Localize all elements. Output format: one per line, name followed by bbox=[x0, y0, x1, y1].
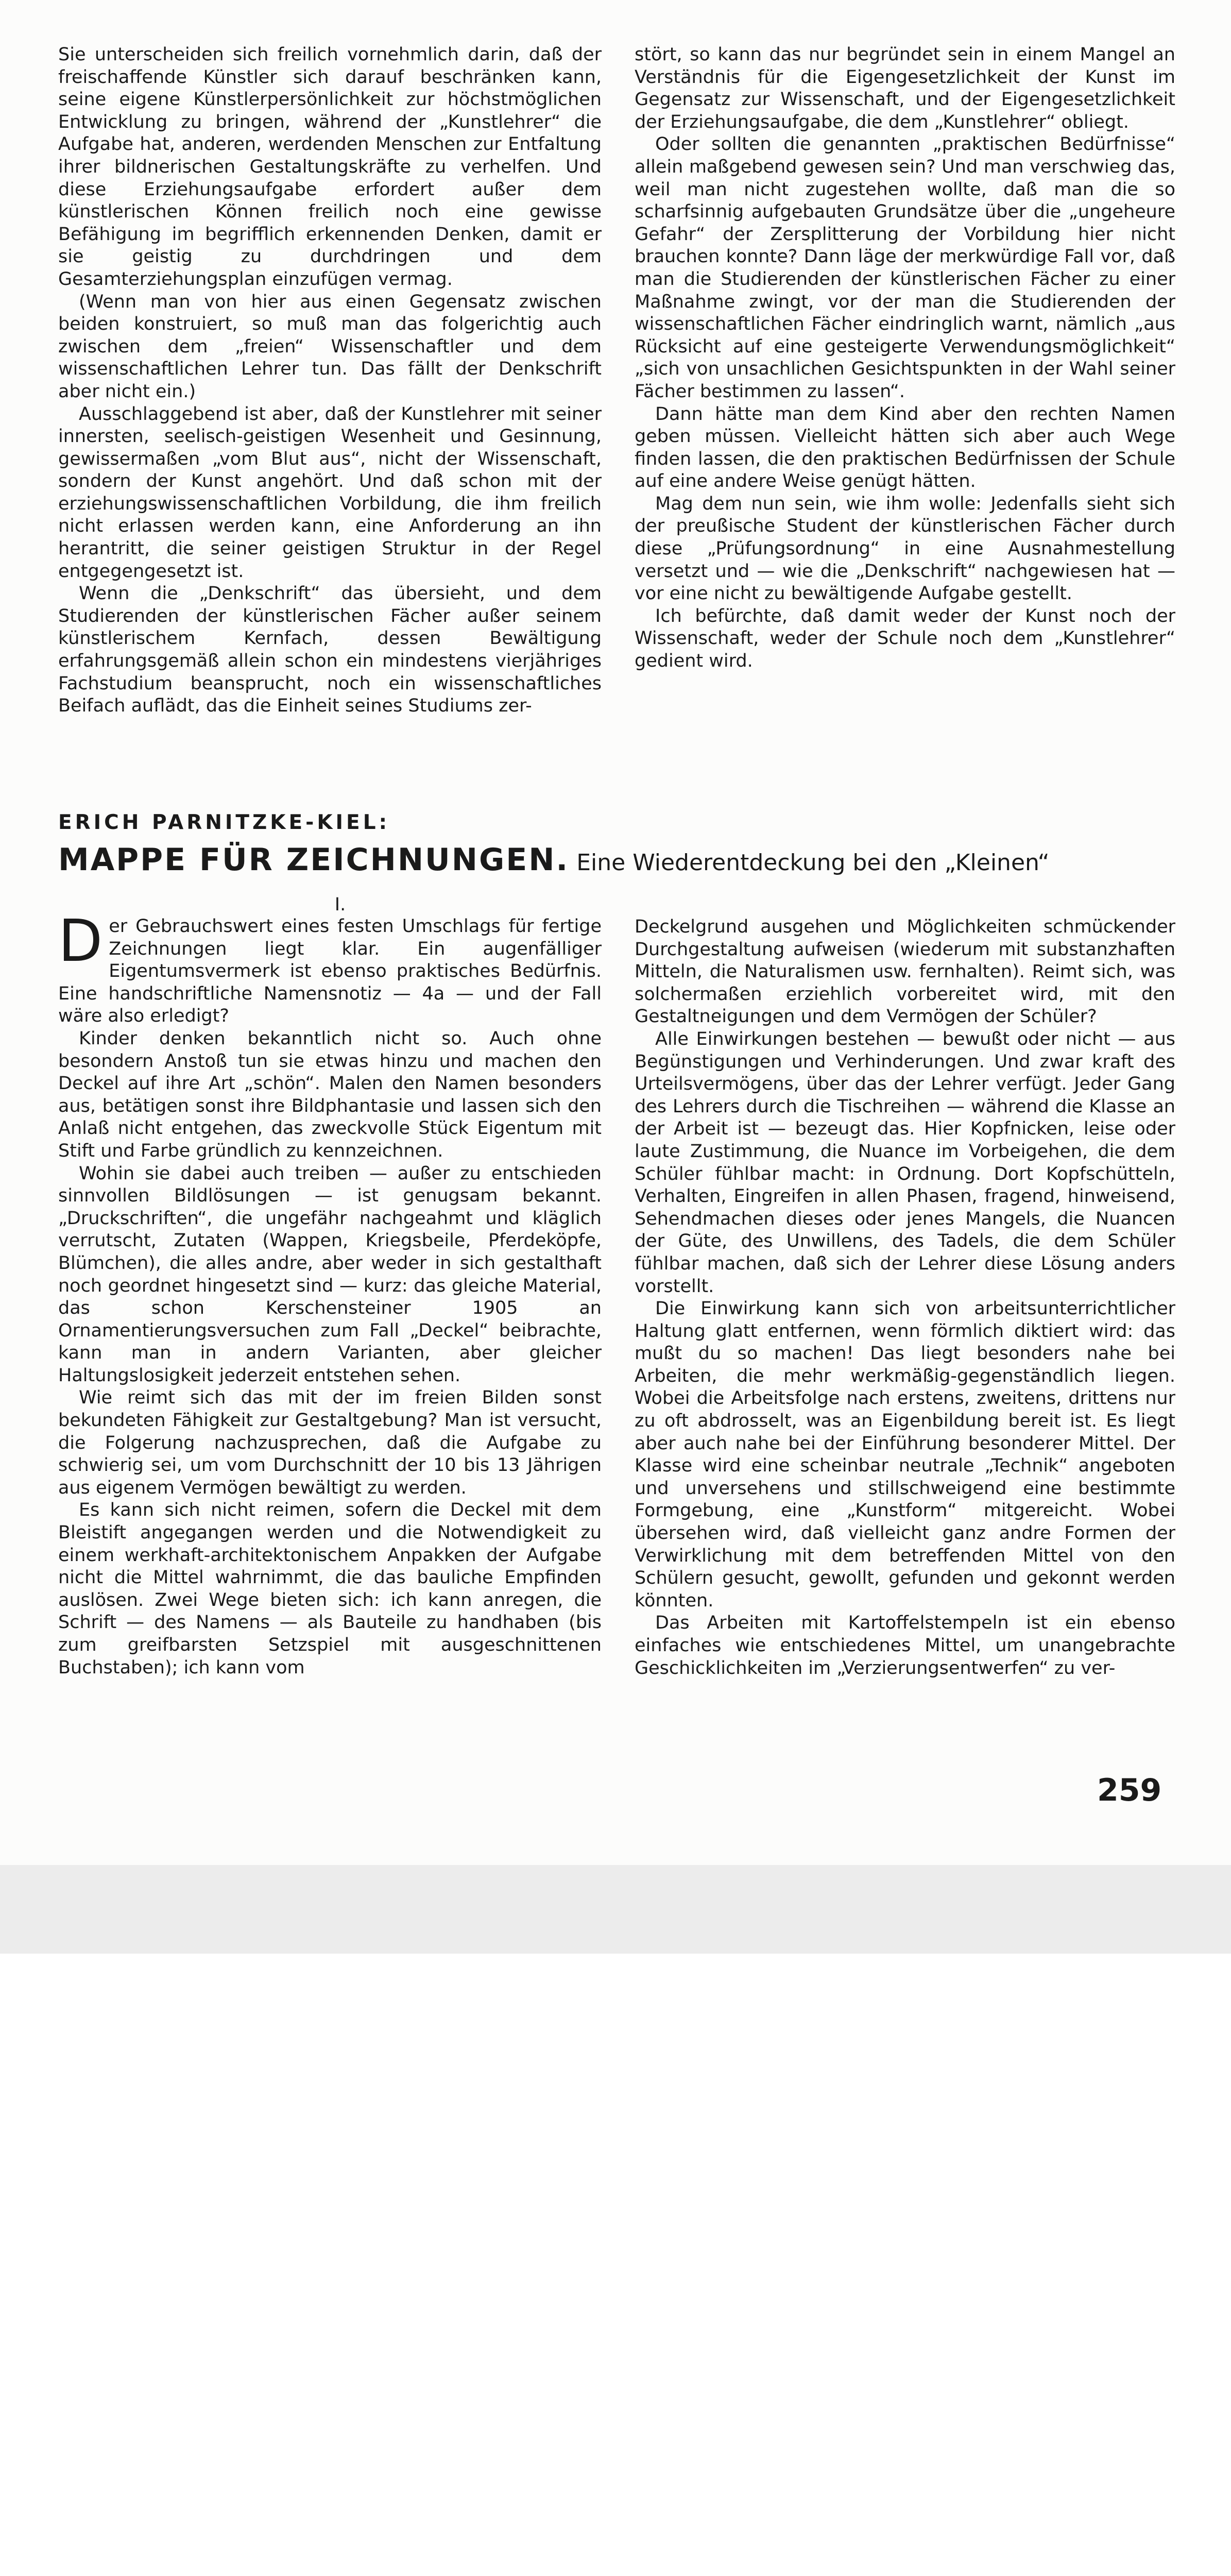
viewer-footer bbox=[0, 1865, 1231, 1954]
article-title bbox=[58, 842, 1176, 878]
opening-paragraph-text: er Gebrauchswert eines festen Umschlags für fertige Zeichnungen liegt klar. Ein augenfälliger Eigentumsvermerk ist ebenso praktisches Bedürfnis. Eine handschriftliche Namensnotiz — 4a — und der Fall wäre also erledigt? bbox=[58, 916, 602, 1027]
article-title-main: MAPPE FÜR ZEICHNUNGEN. bbox=[58, 842, 570, 878]
paragraph: Wohin sie dabei auch treiben — außer zu entschieden sinnvollen Bildlösungen — ist genugsam bekannt. „Druckschriften“, die ungefähr nachgeahmt und kläglich verrutscht, Zutaten (Wappen, Kriegsbeile, Pferdeköpfe, Blümchen), die alles andre, aber weder in sich gestalthaft noch geordnet hingesetzt sind — kurz: das gleiche Material, das schon Kerschensteiner 1905 an Ornamentierungsversuchen zum Fall „Deckel“ beibrachte, kann man in andern Varianten, aber gleicher Haltungslosigkeit jederzeit entstehen sehen. bbox=[58, 1163, 602, 1386]
paragraph: Die Einwirkung kann sich von arbeitsunterrichtlicher Haltung glatt entfernen, wenn förmlich diktiert wird: das mußt du so machen! Das liegt besonders nahe bei Arbeiten, die mehr werkmäßig-gegenständlich liegen. Wobei die Arbeitsfolge nach erstens, zweitens, drittens nur zu oft abdrosselt, was an Eigenbildung bereit ist. Es liegt aber auch nahe bei der Einführung besonderer Mittel. Der Klasse wird eine scheinbar neutrale „Technik“ angeboten und unversehens und stillschweigend eine bestimmte Formgebung, eine „Kunstform“ mitgereicht. Wobei übersehen wird, daß vielleicht ganz andre Formen der Verwirklichung mit dem betreffenden Mittel von den Schülern gesucht, gewollt, gefunden und gekonnt werden könnten. bbox=[635, 1298, 1175, 1611]
paragraph: Ausschlaggebend ist aber, daß der Kunstlehrer mit seiner innersten, seelisch-geistigen Wesenheit und Gesinnung, gewissermaßen „vom Blut aus“, nicht der Wissenschaft, sondern der Kunst angehört. Und daß schon mit der erziehungswissenschaftlichen Vorbildung, die ihm freilich nicht erlassen werden kann, eine Anforderung an ihn herantritt, die seiner geistigen Struktur in der Regel entgegengesetzt ist. bbox=[58, 403, 602, 582]
paragraph: Wenn die „Denkschrift“ das übersieht, und dem Studierenden der künstlerischen Fächer außer seinem künstlerischem Kernfach, dessen Bewältigung erfahrungsgemäß allein schon ein mindestens vierjähriges Fachstudium beansprucht, noch ein wissenschaftliches Beifach auflädt, das die Einheit seines Studiums zer- bbox=[58, 583, 602, 717]
paragraph: (Wenn man von hier aus einen Gegensatz zwischen beiden konstruiert, so muß man das folgerichtig auch zwischen dem „freien“ Wissenschaftler und dem wissenschaftlichen Lehrer tun. Das fällt der Denkschrift aber nicht ein.) bbox=[58, 291, 602, 402]
continued-article-right-column bbox=[635, 44, 1175, 673]
drop-cap: D bbox=[58, 908, 103, 975]
opening-paragraph bbox=[58, 908, 602, 1028]
paragraph: stört, so kann das nur begründet sein in einem Mangel an Verständnis für die Eigengesetzlichkeit der Kunst im Gegensatz zur Wissenschaft, und der Eigengesetzlichkeit der Erziehungsaufgabe, die dem „Kunstlehrer“ obliegt. bbox=[635, 44, 1175, 132]
section-number: I. bbox=[334, 894, 346, 915]
paragraph: Oder sollten die genannten „praktischen Bedürfnisse“ allein maßgebend gewesen sein? Und man verschwieg das, weil man nicht zugestehen wollte, daß man die so scharfsinnig aufgebauten Grundsätze über die „ungeheure Gefahr“ der Zersplitterung der Vorbildung hier nicht brauchen konnte? Dann läge der merkwürdige Fall vor, daß man die Studierenden der künstlerischen Fächer zu einer Maßnahme zwingt, vor der man die Studierenden der wissenschaftlichen Fächer eindringlich warnt, nämlich „aus Rücksicht auf eine gesteigerte Verwendungsmöglichkeit“ „sich von unsachlichen Gesichtspunkten in der Wahl seiner Fächer bestimmen zu lassen“. bbox=[635, 134, 1175, 402]
paragraph: Wie reimt sich das mit der im freien Bilden sonst bekundeten Fähigkeit zur Gestaltgebung? Man ist versucht, die Folgerung nachzusprechen, daß die Aufgabe zu schwierig sei, um vom Durchschnitt der 10 bis 13 Jährigen aus eigenem Vermögen bewältigt zu werden. bbox=[58, 1387, 602, 1498]
article-author: ERICH PARNITZKE-KIEL: bbox=[58, 811, 390, 834]
paragraph: Dann hätte man dem Kind aber den rechten Namen geben müssen. Vielleicht hätten sich aber auch Wege finden lassen, die den praktischen Bedürfnissen der Schule auf eine andere Weise genügt hätten. bbox=[635, 403, 1175, 492]
continued-article-left-column bbox=[58, 44, 602, 718]
new-article-left-column bbox=[58, 894, 602, 1679]
paragraph: Es kann sich nicht reimen, sofern die Deckel mit dem Bleistift angegangen werden und die Notwendigkeit zu einem werkhaft-architektonischem Anpakken der Aufgabe nicht die Mittel wahrnimmt, die das bauliche Empfinden auslösen. Zwei Wege bieten sich: ich kann anregen, die Schrift — des Namens — als Bauteile zu handhaben (bis zum greifbarsten Setzspiel mit ausgeschnittenen Buchstaben); ich kann vom bbox=[58, 1500, 602, 1678]
paragraph: Ich befürchte, daß damit weder der Kunst noch der Wissenschaft, weder der Schule noch dem „Kunstlehrer“ gedient wird. bbox=[635, 605, 1175, 672]
paragraph: Mag dem nun sein, wie ihm wolle: Jedenfalls sieht sich der preußische Student der künstlerischen Fächer durch diese „Prüfungsordnung“ in eine Ausnahmestellung versetzt und — wie die „Denkschrift“ nachgewiesen hat — vor eine nicht zu bewältigende Aufgabe gestellt. bbox=[635, 493, 1175, 604]
paragraph: Sie unterscheiden sich freilich vornehmlich darin, daß der freischaffende Künstler sich darauf beschränken kann, seine eigene Künstlerpersönlichkeit zur höchstmöglichen Entwicklung zu bringen, während der „Kunstlehrer“ die Aufgabe hat, anderen, werdenden Menschen zur Entfaltung ihrer bildnerischen Gestaltungskräfte zu verhelfen. Und diese Erziehungsaufgabe erfordert außer dem künstlerischen Können freilich noch eine gewisse Befähigung im begrifflich erkennenden Denken, damit er sie geistig zu durchdringen und dem Gesamterziehungsplan einzufügen vermag. bbox=[58, 44, 602, 290]
paragraph: Deckelgrund ausgehen und Möglichkeiten schmückender Durchgestaltung aufweisen (wiederum mit substanzhaften Mitteln, die Naturalismen usw. fernhalten). Reimt sich, was solchermaßen erziehlich vorbereitet wird, mit den Gestaltneigungen und dem Vermögen der Schüler? bbox=[635, 917, 1175, 1027]
paragraph: Das Arbeiten mit Kartoffelstempeln ist ein ebenso einfaches wie entschiedenes Mittel, um unangebrachte Geschicklichkeiten im „Verzierungsentwerfen“ zu ver- bbox=[635, 1613, 1175, 1679]
article-subtitle: Eine Wiederentdeckung bei den „Kleinen“ bbox=[576, 850, 1050, 876]
paragraph: Alle Einwirkungen bestehen — bewußt oder nicht — aus Begünstigungen und Verhinderungen. Und zwar kraft des Urteilsvermögens, über das der Lehrer verfügt. Jeder Gang des Lehrers durch die Tischreihen — während die Klasse an der Arbeit ist — bezeugt das. Hier Kopfnicken, leise oder laute Zustimmung, die Nuance im Vorbeigehen, die dem Schüler fühlbar macht: in Ordnung. Dort Kopfschütteln, Verhalten, Eingreifen in allen Phasen, fragend, hinweisend, Sehendmachen dieses oder jenes Mangels, die Nuancen der Güte, des Unwillens, des Tadels, die dem Schüler fühlbar machen, daß sich der Lehrer diese Lösung anders vorstellt. bbox=[635, 1028, 1175, 1297]
paragraph: Kinder denken bekanntlich nicht so. Auch ohne besondern Anstoß tun sie etwas hinzu und machen den Deckel auf ihre Art „schön“. Malen den Namen besonders aus, betätigen sonst ihre Bildphantasie und lassen sich den Anlaß nicht entgehen, das zweckvolle Stück Eigentum mit Stift und Farbe gründlich zu kennzeichnen. bbox=[58, 1028, 602, 1161]
new-article-right-column bbox=[635, 916, 1175, 1680]
page-number: 259 bbox=[1097, 1772, 1162, 1808]
